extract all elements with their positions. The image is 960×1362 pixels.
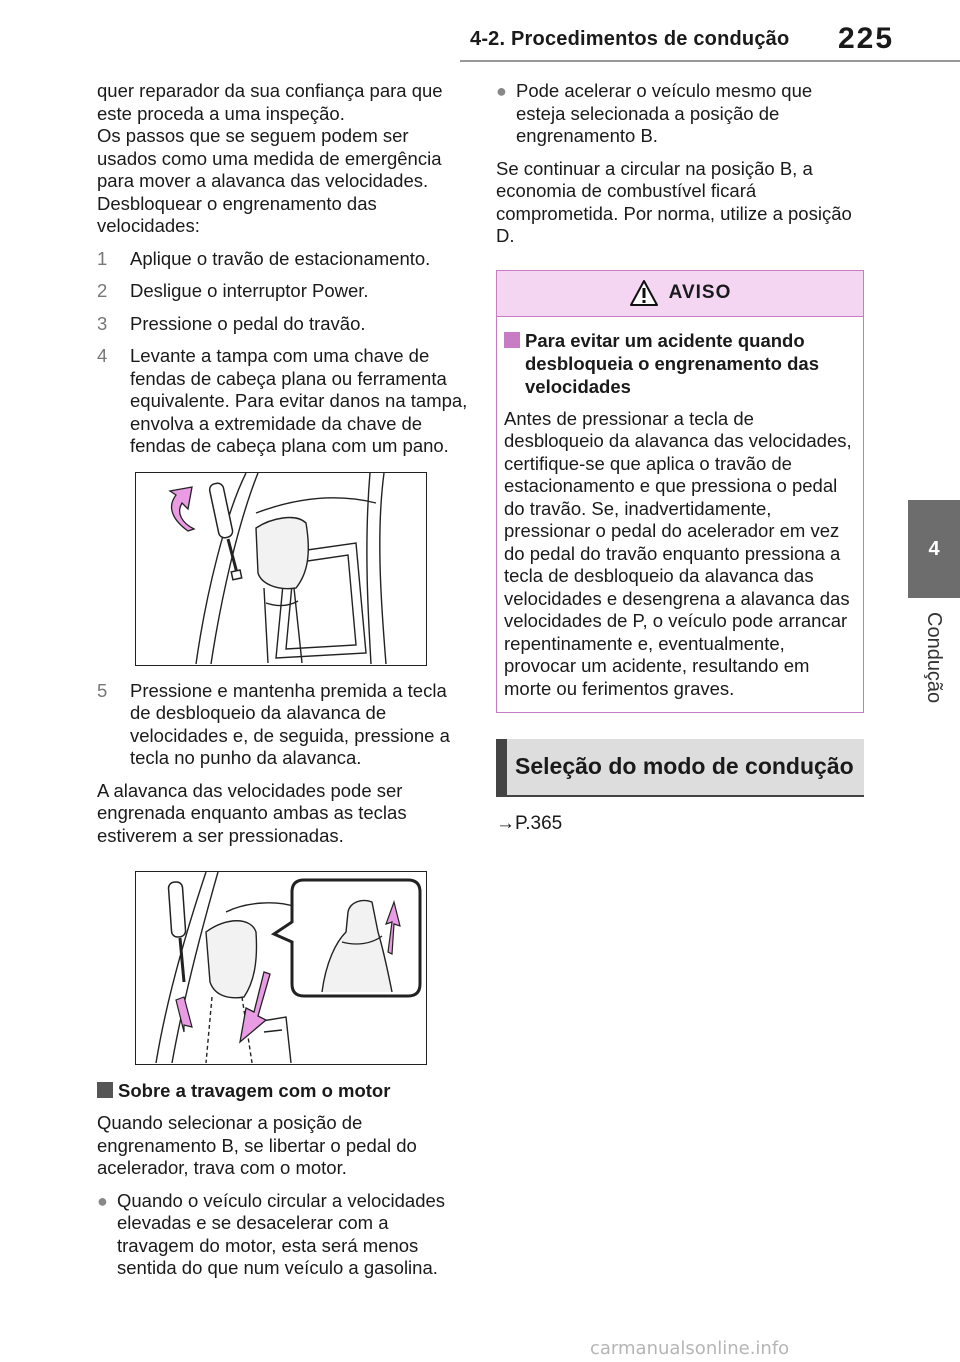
release-button-illustration [136,872,425,1063]
step-4 [97,345,469,458]
figure-lift-cover [135,472,427,666]
shift-lever-cover-illustration [136,473,425,664]
section-heading: Seleção do modo de condução [515,753,854,779]
after-step5-text: A alavanca das velocidades pode ser engrenada enquanto ambas as teclas estiverem a ser pressionadas. [97,779,407,846]
callout-bubble [274,880,420,996]
engine-brake-heading-text: Sobre a travagem com o motor [118,1080,391,1101]
chapter-tab[interactable]: 4 [908,500,960,598]
page-number: 225 [838,22,895,55]
engine-brake-text: Quando selecionar a posição de engrenamento B, se libertar o pedal do acelerador, trava com o motor. [97,1112,417,1178]
step-text: Levante a tampa com uma chave de fendas de cabeça plana ou ferramenta equivalente. Para evitar danos na tampa, envolva a extremidade da chave de fendas de cabeça plana com um pano. [130,345,468,456]
section-title: 4-2. Procedimentos de condução [470,28,790,50]
left-column [97,80,469,1290]
warning-text: Antes de pressionar a tecla de desbloqueio da alavanca das velocidades, certifique-se que aplica o travão de estacionamento e que pressiona o pedal do travão. Se, inadvertidamente, pressionar o pedal do acelerador em vez do pedal do travão enquanto pressiona a tecla de desbloqueio da alavanca das velocidades e desengrena a alavanca das velocidades de P, o veículo pode arrancar repentinamente e, eventualmente, provocar um acidente, resultando em morte ou ferimentos graves. [504,407,852,699]
step-text: Pressione e mantenha premida a tecla de desbloqueio da alavanca de velocidades e, de seguida, pressione a tecla no punho da alavanca. [130,679,450,768]
warning-title: AVISO [668,282,732,303]
square-bullet-icon [97,1082,113,1098]
accelerate-bullet [496,80,864,148]
figure-release-button [135,871,427,1065]
warning-header [497,271,863,317]
warning-box [496,270,864,714]
round-bullet-icon: ● [97,1190,108,1211]
step-1 [97,248,469,271]
warning-triangle-icon [629,279,659,307]
round-bullet-icon: ● [496,81,507,101]
intro-line-3: Desbloquear o engrenamento das velocidades: [97,192,377,236]
step-text: Pressione o pedal do travão. [130,312,366,334]
engine-brake-bullet [97,1190,469,1280]
right-column [496,80,864,835]
step-3 [97,313,469,336]
b-position-note: Se continuar a circular na posição B, a economia de combustível ficará comprometida. Por norma, utilize a posição D. [496,157,852,246]
step-5 [97,680,469,770]
rotate-arrow-icon [170,487,194,531]
engine-brake-heading [97,1079,469,1102]
section-heading-box [496,739,864,797]
step-number: 1 [97,247,108,269]
square-bullet-icon [504,332,520,348]
warning-body [497,317,863,713]
accelerate-bullet-text: Pode acelerar o veículo mesmo que esteja selecionada a posição de engrenamento B. [516,80,813,146]
engine-brake-bullet-text: Quando o veículo circular a velocidades elevadas e se desacelerar com a travagem do motor, esta será menos sentida do que num veículo a gasolina. [117,1189,446,1278]
header-rule [460,60,960,62]
watermark: carmanualsonline.info [590,1338,790,1359]
page-header [0,0,960,62]
step-2 [97,280,469,303]
page-reference-link[interactable]: →P.365 [496,813,563,834]
intro-line-2: Os passos que se seguem podem ser usados como uma medida de emergência para mover a alavanca das velocidades. [97,125,442,191]
step-number: 5 [97,679,108,701]
warning-heading [504,329,853,398]
warning-heading-text: Para evitar um acidente quando desbloqueia o engrenamento das velocidades [525,329,820,397]
step-text: Desligue o interruptor Power. [130,280,369,301]
intro-line-1: quer reparador da sua confiança para que este proceda a uma inspeção. [97,80,443,124]
step-number: 3 [97,312,108,334]
step-number: 2 [97,280,108,301]
step-number: 4 [97,345,108,366]
chapter-label: Condução [923,612,945,704]
step-text: Aplique o travão de estacionamento. [130,247,431,269]
